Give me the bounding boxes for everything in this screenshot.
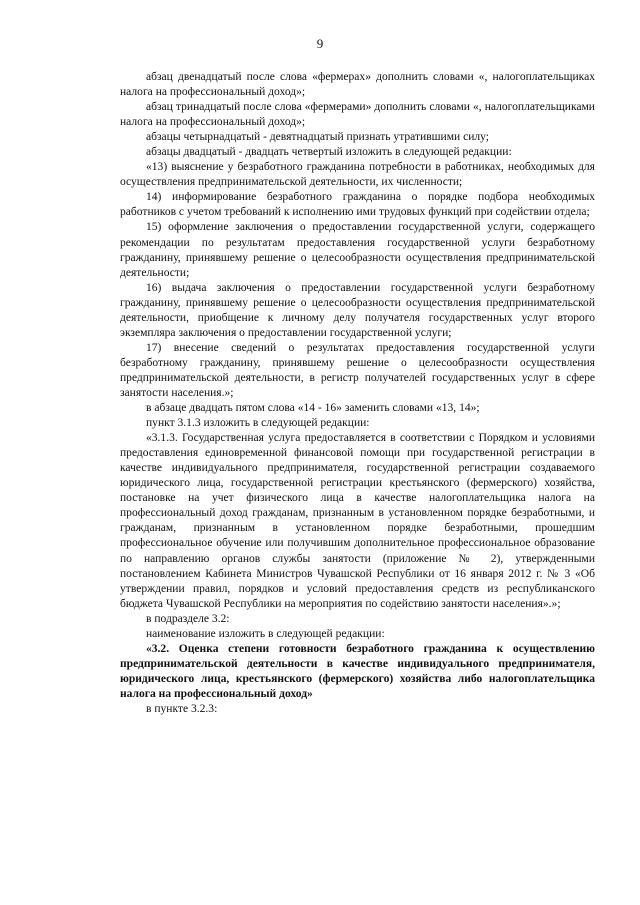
paragraph: абзацы двадцатый - двадцать четвертый изложить в следующей редакции:: [146, 146, 512, 159]
paragraph: 14) информирование безработного гражданина о порядке подбора необходимых работников с учетом требований к исполнению ими трудовых функций при содействии отдела;: [120, 191, 595, 219]
section-heading: «3.2. Оценка степени готовности безработного гражданина к осуществлению предпринимательской деятельности в качестве индивидуального предпринимателя, юридического лица, крестьянского (фермерского) хозяйства либо налогоплательщика налога на профессиональный доход»: [120, 642, 595, 700]
document-body: [120, 70, 595, 717]
paragraph: наименование изложить в следующей редакции:: [146, 627, 385, 640]
page-number: 9: [316, 36, 324, 51]
paragraph: 17) внесение сведений о результатах предоставления государственной услуги безработному гражданину, принявшему решение о целесообразности осуществления предпринимательской деятельности, в регистр получателей государственных услуг в сфере занятости населения.»;: [120, 341, 595, 399]
paragraph: в абзаце двадцать пятом слова «14 - 16» заменить словами «13, 14»;: [146, 402, 480, 415]
paragraph: 15) оформление заключения о предоставлении государственной услуги, содержащего рекомендации по результатам предоставления государственной услуги безработному гражданину, принявшему решение о целесообразности осуществления предпринимательской деятельности;: [120, 221, 595, 279]
paragraph: в пункте 3.2.3:: [146, 702, 218, 715]
paragraph: 16) выдача заключения о предоставлении государственной услуги безработному гражданину, принявшему решение о целесообразности осуществления предпринимательской деятельности, приобщение к личному делу получателя государственных услуг второго экземпляра заключения о предоставлении государственной услуги;: [120, 281, 595, 339]
paragraph: «13) выяснение у безработного гражданина потребности в работниках, необходимых для осуществления предпринимательской деятельности, их численности;: [120, 161, 595, 189]
paragraph: «3.1.3. Государственная услуга предоставляется в соответствии с Порядком и условиями предоставления единовременной финансовой помощи при государственной регистрации в качестве индивидуального предпринимателя, государственной регистрации создаваемого юридического лица, государственной регистрации крестьянского (фермерского) хозяйства, постановке на учет физического лица в качестве налогоплательщика налога на профессиональный доход гражданам, признанным в установленном порядке безработными, и гражданам, признанным в установленном порядке безработными, прошедшим профессиональное обучение или получившим дополнительное профессиональное образование по направлению органов службы занятости (приложение № 2), утвержденными постановлением Кабинета Министров Чувашской Республики от 16 января 2012 г. № 3 «Об утверждении правил, порядков и условий предоставления средств из республиканского бюджета Чувашской Республики на мероприятия по содействию занятости населения».»;: [120, 432, 595, 610]
paragraph: пункт 3.1.3 изложить в следующей редакции:: [146, 417, 370, 430]
paragraph: абзацы четырнадцатый - девятнадцатый признать утратившими силу;: [146, 131, 489, 144]
paragraph: абзац тринадцатый после слова «фермерами» дополнить словами «, налогоплательщиками налога на профессиональный доход»;: [120, 101, 595, 129]
paragraph: абзац двенадцатый после слова «фермерах» дополнить словами «, налогоплательщиках налога на профессиональный доход»;: [120, 71, 595, 99]
paragraph: в подразделе 3.2:: [146, 612, 230, 625]
